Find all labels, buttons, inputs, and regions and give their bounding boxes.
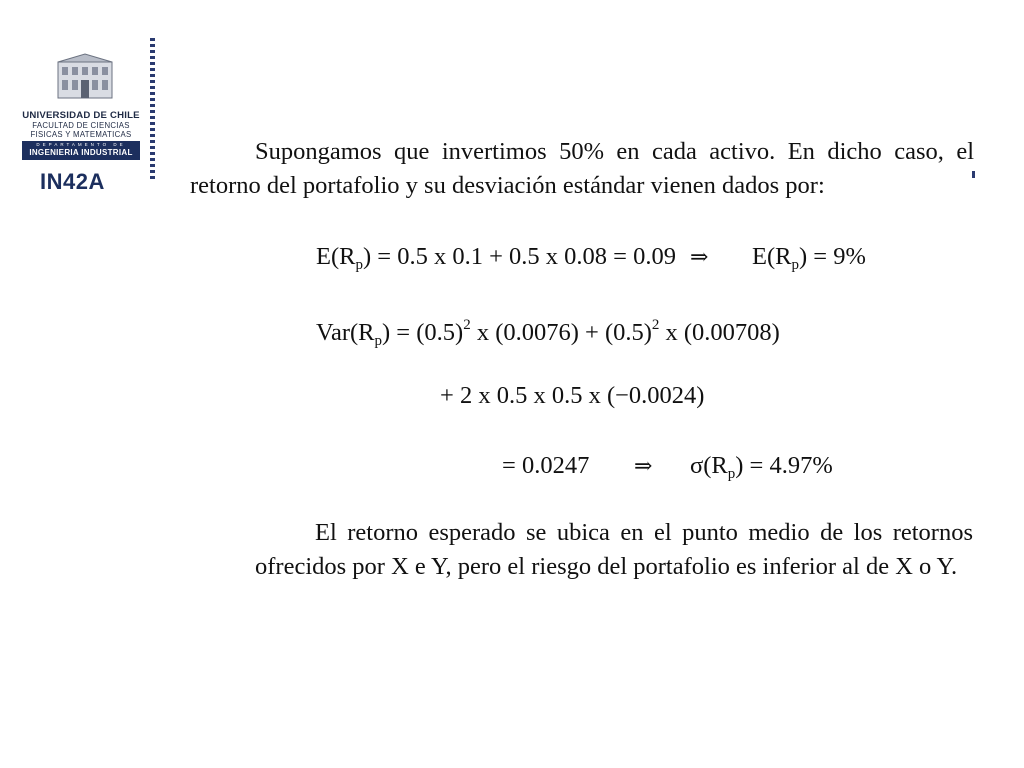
course-code: IN42A [40,169,105,194]
department-banner [22,141,140,160]
variance-result: = 0.0247 [502,452,590,479]
faculty-line-1: FACULTAD DE CIENCIAS [32,121,130,130]
vertical-dotted-divider [150,38,155,180]
std-deviation-result: $\sigma(R_p) = 4.97\%$ [690,452,833,482]
expected-return-equation: $E(R_p) = 0.5$ x 0.1 + 0.5 x 0.08 = 0.09 [316,243,676,273]
conclusion-paragraph: El retorno esperado se ubica en el punto medio de los retornos ofrecidos por X e Y, pero el riesgo del portafolio es inferior al de X o Y. [255,519,973,580]
implies-arrow-icon: ⇒ [634,453,653,478]
department-name: INGENIERIA INDUSTRIAL [29,148,133,157]
covariance-term: + 2 x 0.5 x 0.5 x (−0.0024) [440,382,705,409]
department-small-label: DEPARTAMENTO DE [36,142,126,147]
variance-equation: $Var(R_p) = (0.5)^2$ x $(0.0076) + (0.5)^2$ x (0.00708) [316,317,780,349]
intro-paragraph: Supongamos que invertimos 50% en cada activo. En dicho caso, el retorno del portafolio y su desviación estándar vienen dados por: [190,138,974,199]
university-name: UNIVERSIDAD DE CHILE [22,110,140,121]
expected-return-result: $E(R_p) = 9\%$ [752,243,866,273]
university-name-block [22,110,140,139]
university-building-icon [56,52,114,102]
implies-arrow-icon: ⇒ [690,244,709,269]
faculty-line-2: FISICAS Y MATEMATICAS [30,130,132,139]
